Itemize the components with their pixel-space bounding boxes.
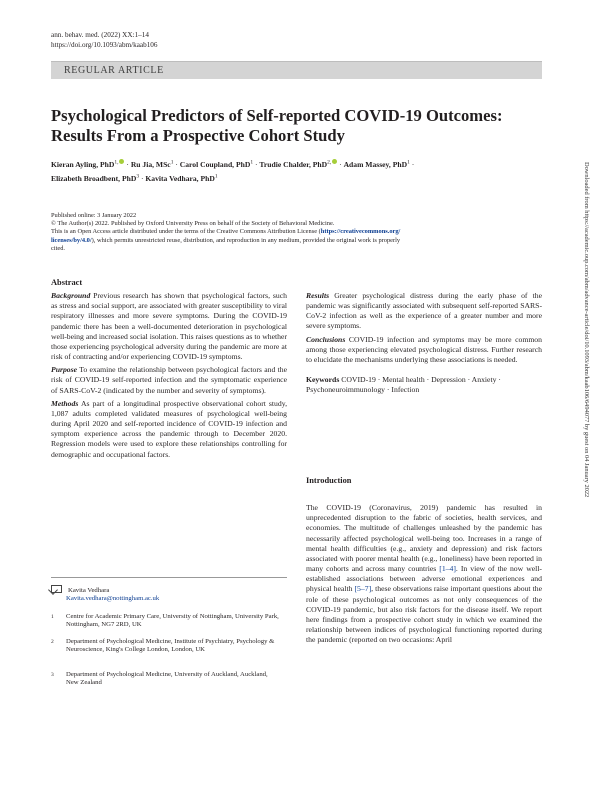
introduction-text: The COVID-19 (Coronavirus, 2019) pandemic has resulted in unprecedented disruption to the fabric of societies, health services, and economies. The multitude of challenges unleashed by the pandemic has necessarily affected psychological well-being too. Increases in a range of mental health difficulties (e.g., anxiety and depression) and risk factors associated with poorer mental health (e.g., loneliness) have been reported in many cohorts and across many countries [1–4]. In view of the now well-established associations between adverse emotional experiences and physical health [5–7], these observations raise important questions about the role of these psychological outcomes as not only consequences of the COVID-19 pandemic, but also risk factors for the disease itself. We report here findings from a prospective cohort study in which we examined the relationship between indices of psychological functioning reported during the pandemic (reported on two occasions: April <box>306 503 542 645</box>
abstract-right <box>306 291 542 395</box>
author-name: Trudie Chalder, PhD <box>259 159 328 169</box>
author-affiliation-sup: 1 <box>170 159 174 165</box>
author-separator: · <box>337 159 344 169</box>
author-affiliation-sup: 1 <box>250 159 254 165</box>
author-list <box>51 156 551 185</box>
author-separator: · <box>173 159 180 169</box>
section-band <box>51 61 542 79</box>
abstract-left <box>51 278 287 460</box>
license-link[interactable]: https://creativecommons.org/ <box>320 228 401 236</box>
abstract-methods: Methods As part of a longitudinal prospective observational cohort study, 1,087 adults completed validated measures of psychological well-being during April 2020 and self-reported incidence of COVID-19 infection and symptom experience across the pandemic through to December 2020. Regression models were used to explore these relationships controlling for demographic and occupational factors. <box>51 398 287 459</box>
author-entry <box>145 174 217 183</box>
author-entry <box>51 174 145 183</box>
author-name: Kavita Vedhara, PhD <box>145 174 215 184</box>
author-entry <box>344 160 415 169</box>
ref-link-2[interactable]: [5–7] <box>354 584 372 594</box>
title-line-1: Psychological Predictors of Self-reported COVID-19 Outcomes: <box>51 106 503 125</box>
author-name: Ru Jia, MSc <box>130 159 171 169</box>
author-separator: · <box>139 174 146 184</box>
author-entry <box>51 160 131 169</box>
journal-line: ann. behav. med. (2022) XX:1–14 <box>51 31 149 39</box>
article-title <box>51 106 551 146</box>
ref-link-1[interactable]: [1–4] <box>439 564 456 574</box>
correspondence-email[interactable]: Kavita.vedhara@nottingham.ac.uk <box>66 595 160 603</box>
keywords: Keywords COVID-19 · Mental health · Depression · Anxiety · Psychoneuroimmunology · Infection <box>306 375 501 395</box>
title-line-2: Results From a Prospective Cohort Study <box>51 126 345 145</box>
abstract-purpose: Purpose To examine the relationship between psychological factors and the risk of COVID-19 self-reported infection and the symptomatic experience of SARS-CoV-2 (indicated by the number and severity of symptoms). <box>51 365 287 395</box>
author-affiliation-sup: 2, <box>327 159 332 165</box>
abstract-results: Results Greater psychological distress during the early phase of the pandemic was significantly associated with subsequent self-reported SARS-CoV-2 infection as well as the experience of a greater number and more severe symptoms. <box>306 291 542 331</box>
author-name: Elizabeth Broadbent, PhD <box>51 174 137 184</box>
correspondence-name: Kavita Vedhara <box>68 587 110 594</box>
author-affiliation-sup: 1, <box>114 159 119 165</box>
citation-header <box>51 31 157 50</box>
author-separator: · <box>124 159 131 169</box>
license-link-cont[interactable]: licenses/by/4.0/ <box>51 236 92 244</box>
copyright-line: © The Author(s) 2022. Published by Oxford University Press on behalf of the Society of Behavioral Medicine. <box>51 220 335 228</box>
publication-info <box>51 212 551 253</box>
published-online: Published online: 3 January 2022 <box>51 212 137 219</box>
license-line: This is an Open Access article distributed under the terms of the Creative Commons Attribution License (https://creativecommons.org/ licenses/by/4.0/), which permits unrestricted reuse, distribution, and reproduction in any medium, provided the original work is properly cited. <box>51 228 401 252</box>
author-affiliation-sup: 3 <box>136 173 140 180</box>
author-entry <box>131 160 180 169</box>
author-entry <box>259 160 343 169</box>
author-name: Adam Massey, PhD <box>343 159 408 169</box>
doi-line: https://doi.org/10.1093/abm/kaab106 <box>51 40 158 49</box>
author-entry <box>180 160 260 169</box>
introduction <box>306 476 542 645</box>
abstract-conclusions: Conclusions COVID-19 infection and symptoms may be more common among those experiencing elevated psychological distress. Further research to elucidate the mechanisms underlying these associations is needed. <box>306 334 542 364</box>
author-affiliation-sup: 1 <box>407 159 410 165</box>
footnote-rule <box>51 577 287 578</box>
section-label: REGULAR ARTICLE <box>64 65 164 76</box>
author-separator: · <box>409 159 415 169</box>
correspondence <box>51 585 287 604</box>
abstract-background: Background Previous research has shown that psychological factors, such as stress and social support, are associated with greater susceptibility to viral respiratory illnesses and more severe symptoms. During the COVID-19 pandemic there has been a well-documented deterioration in psychological well-being and increased social isolation. This raises questions as to whether those experiencing psychological adversity during the pandemic are more at risk of contracting and/or experiencing COVID-19 symptoms. <box>51 291 287 362</box>
envelope-icon <box>51 585 62 593</box>
introduction-heading: Introduction <box>306 476 352 485</box>
abstract-heading: Abstract <box>51 278 83 287</box>
author-name: Carol Coupland, PhD <box>179 159 251 169</box>
author-affiliation-sup: 1 <box>214 173 218 180</box>
author-name: Kieran Ayling, PhD <box>51 159 115 169</box>
download-watermark: Downloaded from https://academic.oup.com/abm/advance-article/doi/10.1093/abm/kaab106/6494077 by guest on 04 January 2022 <box>583 162 590 498</box>
author-separator: · <box>253 159 260 169</box>
